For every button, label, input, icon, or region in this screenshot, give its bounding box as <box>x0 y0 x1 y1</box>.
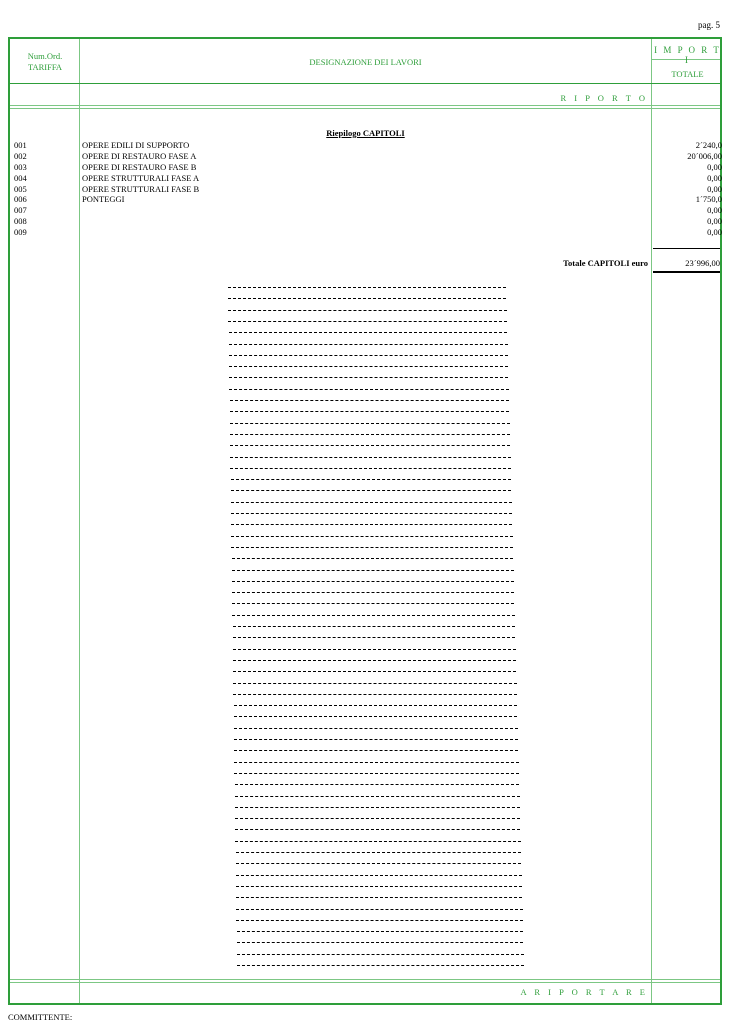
cancel-dash-line <box>232 615 514 616</box>
cancel-dash-line <box>230 445 510 446</box>
header-bottom-rule <box>10 83 720 84</box>
cancel-dash-line <box>228 310 506 311</box>
cancel-dash-line <box>236 852 522 853</box>
cancel-dash-line <box>236 897 522 898</box>
cancel-dash-line <box>237 942 524 943</box>
cancel-dash-line <box>233 660 516 661</box>
cancel-dash-line <box>232 558 514 559</box>
chapter-row <box>10 184 722 195</box>
cancel-dash-line <box>235 796 520 797</box>
total-top-rule <box>653 248 720 249</box>
cancel-dash-line <box>231 524 512 525</box>
total-bottom-rule <box>653 271 720 273</box>
cancel-dash-line <box>234 762 518 763</box>
cancel-dash-line <box>229 377 508 378</box>
chapter-desc: OPERE EDILI DI SUPPORTO <box>82 140 190 150</box>
chapter-amount: 0,00 <box>707 183 722 194</box>
cancel-dash-line <box>234 739 518 740</box>
chapter-code: 003 <box>14 161 27 172</box>
cancel-dash-line <box>237 931 524 932</box>
cancel-dash-line <box>230 434 510 435</box>
chapter-row <box>10 205 722 216</box>
document-frame <box>8 37 722 1005</box>
chapter-amount: 20´006,00 <box>687 150 722 161</box>
cancel-dash-line <box>234 716 518 717</box>
chapter-code: 005 <box>14 183 27 194</box>
cancel-dash-line <box>236 886 522 887</box>
cancel-dash-line <box>235 807 520 808</box>
a-riportare-label: A R I P O R T A R E <box>520 987 648 997</box>
chapter-desc: OPERE STRUTTURALI FASE A <box>82 172 200 183</box>
header-totale: TOTALE <box>671 69 704 79</box>
header-num-ord: Num.Ord. TARIFFA <box>27 51 63 72</box>
riporto-rule-1 <box>10 105 720 106</box>
cancel-dash-line <box>230 411 510 412</box>
cancel-dash-line <box>229 389 508 390</box>
cancel-dash-line <box>237 965 524 966</box>
cancel-dash-line <box>228 321 506 322</box>
page-number: pag. 5 <box>698 20 720 30</box>
cancel-dash-line <box>236 920 522 921</box>
cancel-dash-line <box>234 705 518 706</box>
cancel-dash-line <box>230 423 510 424</box>
chapter-code: 001 <box>14 140 27 150</box>
riportare-rule-2 <box>10 982 720 983</box>
cancel-dash-line <box>230 468 510 469</box>
cancel-dash-line <box>235 818 520 819</box>
chapter-code: 004 <box>14 172 27 183</box>
cancel-dash-line <box>233 683 516 684</box>
chapter-amount: 0,00 <box>707 216 722 227</box>
chapter-amount: 0,00 <box>707 172 722 183</box>
cancel-dash-line <box>230 457 510 458</box>
cancel-dash-line <box>234 728 518 729</box>
cancel-dash-line <box>233 671 516 672</box>
total-value: 23´996,00 <box>685 258 720 268</box>
header-designazione: DESIGNAZIONE DEI LAVORI <box>309 57 422 67</box>
chapter-list <box>10 140 722 238</box>
chapter-desc: OPERE STRUTTURALI FASE B <box>82 183 200 194</box>
chapter-amount: 0,00 <box>707 227 722 238</box>
chapter-row <box>10 194 722 205</box>
cancel-dash-line <box>229 332 508 333</box>
cancel-dash-line <box>231 536 512 537</box>
cancel-dash-line <box>231 502 512 503</box>
cancel-dash-line <box>233 649 516 650</box>
cancel-dash-line <box>231 547 512 548</box>
chapter-row <box>10 227 722 238</box>
cancel-dash-line <box>228 287 506 288</box>
cancel-dash-line <box>234 773 518 774</box>
chapter-desc: OPERE DI RESTAURO FASE A <box>82 150 197 161</box>
cancel-dash-line <box>231 513 512 514</box>
cancel-dash-line <box>232 570 514 571</box>
cancel-dash-line <box>236 875 522 876</box>
cancel-dash-line <box>231 490 512 491</box>
cancel-dash-line <box>234 750 518 751</box>
cancel-dash-line <box>229 355 508 356</box>
riporto-rule-2 <box>10 108 720 109</box>
chapter-code: 008 <box>14 216 27 227</box>
cancel-dash-line <box>233 626 516 627</box>
chapter-row <box>10 151 722 162</box>
cancel-dash-line <box>235 829 520 830</box>
cancel-dash-line <box>229 366 508 367</box>
cancel-dash-line <box>228 298 506 299</box>
chapter-code: 009 <box>14 227 27 238</box>
cancel-dash-line <box>237 954 524 955</box>
total-label: Totale CAPITOLI euro <box>563 258 648 268</box>
riportare-rule-1 <box>10 979 720 980</box>
cancel-dash-line <box>233 694 516 695</box>
section-title: Riepilogo CAPITOLI <box>326 128 405 138</box>
cancel-dash-line <box>232 581 514 582</box>
chapter-amount: 0,00 <box>707 161 722 172</box>
cancel-dash-line <box>229 344 508 345</box>
chapter-amount: 0,00 <box>707 205 722 216</box>
chapter-row <box>10 140 722 151</box>
chapter-amount: 1´750,0 <box>695 194 722 205</box>
cancel-dash-line <box>231 479 512 480</box>
cancel-dash-line <box>235 784 520 785</box>
cancel-dash-line <box>232 603 514 604</box>
chapter-code: 002 <box>14 150 27 161</box>
cancel-dash-line <box>236 863 522 864</box>
committente-label: COMMITTENTE: <box>8 1012 73 1022</box>
chapter-amount: 2´240,0 <box>695 140 722 150</box>
chapter-row <box>10 162 722 173</box>
cancel-dash-line <box>232 592 514 593</box>
chapter-desc: PONTEGGI <box>82 194 125 205</box>
header-importi: I M P O R T I <box>654 45 721 65</box>
chapter-row <box>10 216 722 227</box>
cancel-dash-line <box>235 841 520 842</box>
chapter-row <box>10 173 722 184</box>
cancel-dash-line <box>236 909 522 910</box>
cancel-dash-line <box>230 400 510 401</box>
cancel-dash-line <box>233 637 516 638</box>
riporto-label: R I P O R T O <box>560 93 648 103</box>
chapter-code: 007 <box>14 205 27 216</box>
chapter-desc: OPERE DI RESTAURO FASE B <box>82 161 197 172</box>
chapter-code: 006 <box>14 194 27 205</box>
